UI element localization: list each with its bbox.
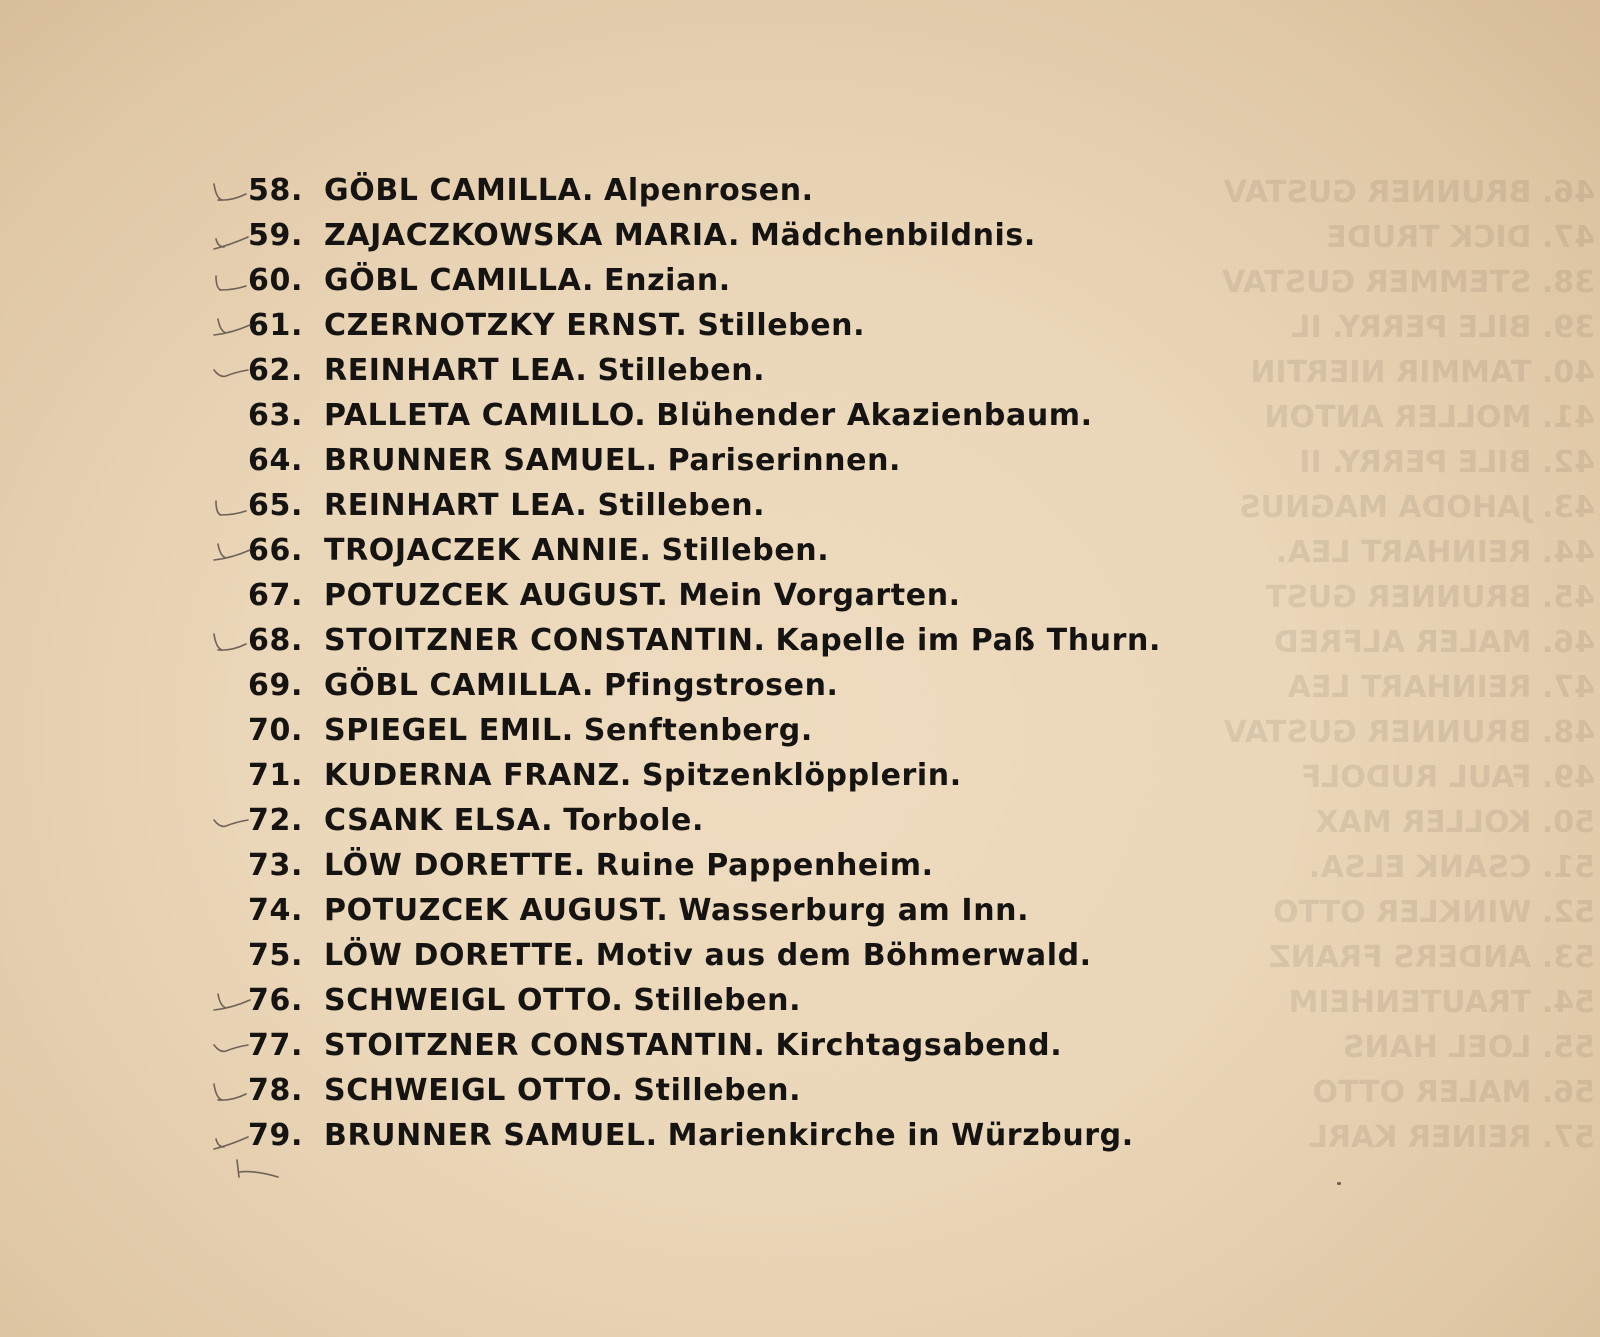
artist-name: POTUZCEK AUGUST. (324, 893, 669, 928)
artwork-title: Torbole. (563, 803, 704, 838)
artwork-title: Motiv aus dem Böhmerwald. (595, 938, 1092, 973)
artwork-title: Pfingstrosen. (604, 668, 839, 703)
catalog-number: 78. (248, 1073, 303, 1108)
artist-name: TROJACZEK ANNIE. (324, 533, 652, 568)
artwork-title: Mein Vorgarten. (678, 578, 961, 613)
artist-name: LÖW DORETTE. (324, 938, 586, 973)
artwork-title: Pariserinnen. (667, 443, 902, 478)
artist-name: PALLETA CAMILLO. (324, 398, 647, 433)
artwork-title: Mädchenbildnis. (750, 218, 1036, 253)
catalog-number: 62. (248, 353, 303, 388)
exhibition-catalog-list (248, 168, 1348, 1158)
artist-name: BRUNNER SAMUEL. (324, 1118, 658, 1153)
bleed-through-text: 46. BRUNNER GUSTAV 47. DICK TRUDE 38. STEMMER GUSTAV 39. BILE PERRY. IL 40. TAMMIR NIERTIN 41. MOLLER ANTON 42. BILE PERRY. II 43. JAHODA MAGNUS 44. REINHART LEA. 45. BRUNNER GUST 46. MALER ALFRED 47. REINHART LEA 48. BRUNNER GUSTAV 49. FAUL RUDOLF 50. KOLLER MAX 51. CSANK ELSA. 52. WINKLER OTTO 53. ANDERS FRANZ 54. TRAUTENHEIM 55. LOEL HANS 56. MALER OTTO 57. REINER KARL (1221, 175, 1595, 1155)
catalog-number: 65. (248, 488, 303, 523)
catalog-number: 73. (248, 848, 303, 883)
artist-name: STOITZNER CONSTANTIN. (324, 623, 766, 658)
artist-name: REINHART LEA. (324, 488, 588, 523)
catalog-entry (248, 303, 1348, 348)
catalog-number: 59. (248, 218, 303, 253)
artwork-title: Alpenrosen. (604, 173, 814, 208)
pencil-check-mark (212, 225, 252, 251)
pencil-check-mark (212, 1125, 252, 1151)
catalog-entry (248, 663, 1348, 708)
catalog-entry (248, 348, 1348, 393)
artwork-title: Stilleben. (633, 1073, 802, 1108)
artwork-title: Ruine Pappenheim. (595, 848, 934, 883)
pencil-check-mark (212, 810, 252, 836)
pencil-check-mark (212, 360, 252, 386)
catalog-entry (248, 978, 1348, 1023)
catalog-entry (248, 708, 1348, 753)
catalog-number: 74. (248, 893, 303, 928)
pencil-check-mark (212, 315, 252, 341)
pencil-check-mark (212, 540, 252, 566)
catalog-entry (248, 753, 1348, 798)
catalog-entry (248, 258, 1348, 303)
artist-name: CSANK ELSA. (324, 803, 554, 838)
artwork-title: Stilleben. (697, 308, 866, 343)
catalog-entry (248, 843, 1348, 888)
artwork-title: Marienkirche in Würzburg. (667, 1118, 1134, 1153)
catalog-number: 75. (248, 938, 303, 973)
catalog-entry (248, 798, 1348, 843)
catalog-number: 68. (248, 623, 303, 658)
artist-name: STOITZNER CONSTANTIN. (324, 1028, 766, 1063)
artist-name: LÖW DORETTE. (324, 848, 586, 883)
catalog-number: 67. (248, 578, 303, 613)
artist-name: REINHART LEA. (324, 353, 588, 388)
catalog-number: 60. (248, 263, 303, 298)
pencil-check-mark (212, 630, 252, 656)
artwork-title: Spitzenklöpplerin. (641, 758, 962, 793)
catalog-number: 77. (248, 1028, 303, 1063)
catalog-entry (248, 888, 1348, 933)
catalog-entry (248, 528, 1348, 573)
artist-name: SCHWEIGL OTTO. (324, 983, 624, 1018)
catalog-entry (248, 438, 1348, 483)
artist-name: ZAJACZKOWSKA MARIA. (324, 218, 741, 253)
artwork-title: Enzian. (604, 263, 731, 298)
artist-name: GÖBL CAMILLA. (324, 668, 595, 703)
catalog-number: 63. (248, 398, 303, 433)
catalog-entry (248, 483, 1348, 528)
pencil-check-mark (212, 495, 252, 521)
catalog-entry (248, 1068, 1348, 1113)
artwork-title: Kirchtagsabend. (775, 1028, 1063, 1063)
pencil-dot (1337, 1182, 1341, 1185)
catalog-number: 66. (248, 533, 303, 568)
artist-name: SPIEGEL EMIL. (324, 713, 574, 748)
artwork-title: Stilleben. (633, 983, 802, 1018)
catalog-entry (248, 393, 1348, 438)
artwork-title: Stilleben. (597, 353, 766, 388)
artwork-title: Stilleben. (661, 533, 830, 568)
catalog-entry (248, 1113, 1348, 1158)
artist-name: CZERNOTZKY ERNST. (324, 308, 688, 343)
catalog-number: 64. (248, 443, 303, 478)
catalog-number: 76. (248, 983, 303, 1018)
artwork-title: Stilleben. (597, 488, 766, 523)
catalog-entry (248, 168, 1348, 213)
artist-name: GÖBL CAMILLA. (324, 263, 595, 298)
pencil-check-mark (212, 1035, 252, 1061)
artist-name: KUDERNA FRANZ. (324, 758, 632, 793)
catalog-number: 79. (248, 1118, 303, 1153)
catalog-number: 69. (248, 668, 303, 703)
catalog-entry (248, 933, 1348, 978)
catalog-entry (248, 573, 1348, 618)
catalog-number: 58. (248, 173, 303, 208)
catalog-entry (248, 1023, 1348, 1068)
artist-name: GÖBL CAMILLA. (324, 173, 595, 208)
catalog-entry (248, 213, 1348, 258)
pencil-check-mark (212, 180, 252, 206)
artwork-title: Senftenberg. (583, 713, 813, 748)
catalog-number: 72. (248, 803, 303, 838)
catalog-number: 70. (248, 713, 303, 748)
catalog-entry (248, 618, 1348, 663)
artwork-title: Kapelle im Paß Thurn. (775, 623, 1161, 658)
artist-name: BRUNNER SAMUEL. (324, 443, 658, 478)
catalog-number: 71. (248, 758, 303, 793)
artist-name: POTUZCEK AUGUST. (324, 578, 669, 613)
pencil-check-mark (212, 270, 252, 296)
artwork-title: Wasserburg am Inn. (678, 893, 1030, 928)
pencil-check-mark (212, 1080, 252, 1106)
pencil-check-mark (234, 1158, 284, 1182)
artist-name: SCHWEIGL OTTO. (324, 1073, 624, 1108)
catalog-number: 61. (248, 308, 303, 343)
artwork-title: Blühender Akazienbaum. (656, 398, 1093, 433)
pencil-check-mark (212, 990, 252, 1016)
